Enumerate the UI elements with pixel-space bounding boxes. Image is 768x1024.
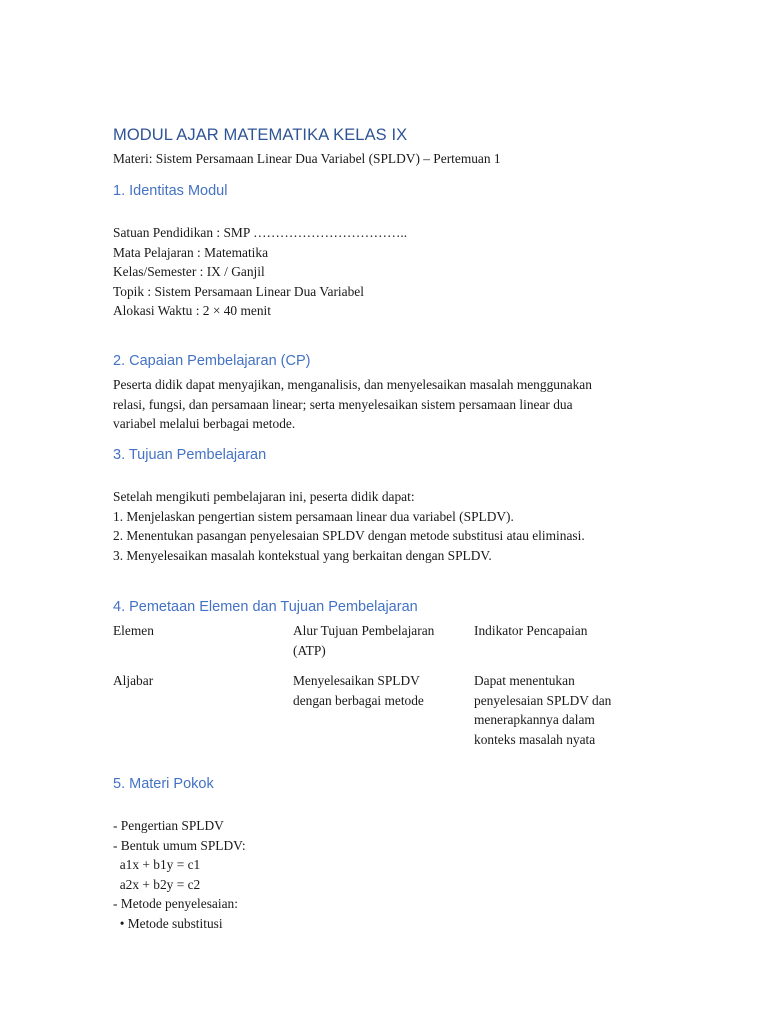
table-cell-atp (293, 671, 424, 710)
table-cell-text: menerapkannya dalam (474, 712, 595, 727)
identity-line: Topik : Sistem Persamaan Linear Dua Variabel (113, 283, 364, 299)
section-1-heading: 1. Identitas Modul (113, 183, 228, 199)
objective-item: 1. Menjelaskan pengertian sistem persamaan linear dua variabel (SPLDV). (113, 508, 514, 524)
table-header-text: (ATP) (293, 642, 326, 658)
table-cell-text: penyelesaian SPLDV dan (474, 692, 612, 708)
section-4-heading: 4. Pemetaan Elemen dan Tujuan Pembelajaran (113, 599, 418, 615)
section-3-heading: 3. Tujuan Pembelajaran (113, 447, 267, 463)
materi-line: - Metode penyelesaian: (113, 896, 238, 911)
table-cell-text: Aljabar (113, 673, 154, 688)
section-5-heading: 5. Materi Pokok (113, 776, 214, 792)
identity-line: Satuan Pendidikan : SMP …………………………….. (113, 225, 408, 240)
table-header-indikator (474, 621, 587, 641)
table-cell-elemen (113, 671, 153, 691)
table-cell-text: Dapat menentukan (474, 673, 575, 688)
materi-line: - Bentuk umum SPLDV: (113, 837, 246, 853)
section-3-body (113, 487, 585, 565)
table-cell-indikator (474, 671, 611, 749)
table-header-elemen (113, 621, 154, 641)
objective-intro: Setelah mengikuti pembelajaran ini, peserta didik dapat: (113, 489, 415, 504)
identity-line: Kelas/Semester : IX / Ganjil (113, 264, 265, 279)
materi-line: - Pengertian SPLDV (113, 818, 224, 833)
identity-line: Alokasi Waktu : 2 × 40 menit (113, 303, 271, 318)
table-cell-text: Menyelesaikan SPLDV (293, 673, 420, 688)
equation-line: a2x + b2y = c2 (113, 876, 201, 892)
paragraph-line: relasi, fungsi, dan persamaan linear; serta menyelesaikan sistem persamaan linear dua (113, 396, 573, 412)
section-5-body (113, 816, 246, 933)
table-header-atp (293, 621, 434, 660)
paragraph-line: Peserta didik dapat menyajikan, menganalisis, dan menyelesaikan masalah menggunakan (113, 377, 592, 392)
section-2-heading: 2. Capaian Pembelajaran (CP) (113, 353, 311, 369)
objective-item: 2. Menentukan pasangan penyelesaian SPLDV dengan metode substitusi atau eliminasi. (113, 528, 585, 543)
materi-line: • Metode substitusi (113, 915, 223, 931)
paragraph-line: variabel melalui berbagai metode. (113, 416, 296, 431)
objective-item: 3. Menyelesaikan masalah kontekstual yang berkaitan dengan SPLDV. (113, 547, 492, 563)
identity-line: Mata Pelajaran : Matematika (113, 244, 269, 260)
equation-line: a1x + b1y = c1 (113, 857, 201, 872)
section-2-body (113, 375, 592, 434)
table-cell-text: dengan berbagai metode (293, 692, 424, 708)
document-title: MODUL AJAR MATEMATIKA KELAS IX (113, 126, 408, 144)
table-header-text: Indikator Pencapaian (474, 623, 588, 638)
table-header-text: Alur Tujuan Pembelajaran (293, 623, 435, 638)
table-cell-text: konteks masalah nyata (474, 731, 596, 747)
table-header-text: Elemen (113, 623, 154, 638)
document-subtitle: Materi: Sistem Persamaan Linear Dua Variabel (SPLDV) – Pertemuan 1 (113, 151, 501, 166)
section-1-body (113, 223, 407, 321)
